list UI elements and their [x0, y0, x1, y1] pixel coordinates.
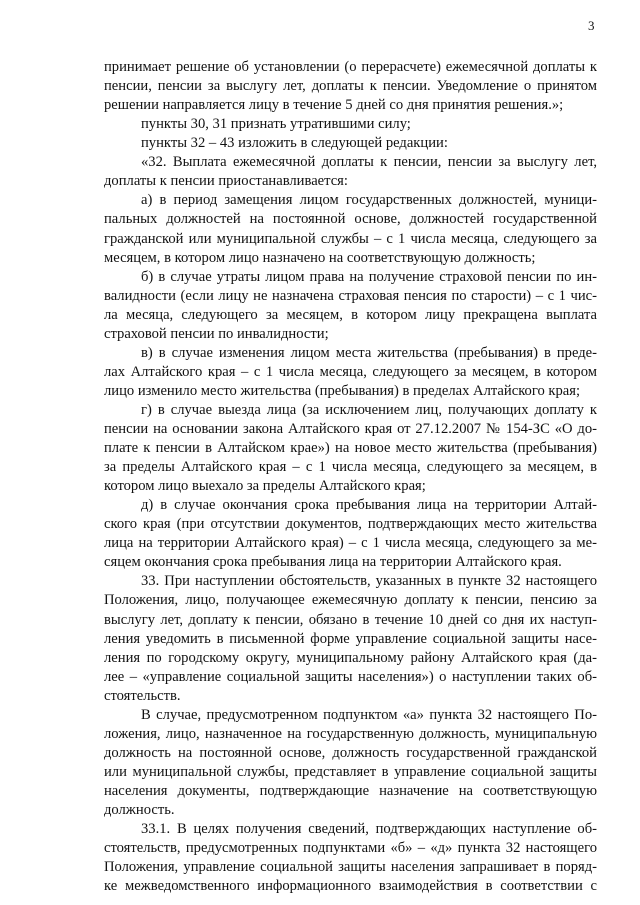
text-line: должность. [104, 802, 175, 818]
page-number: 3 [588, 18, 595, 33]
text-line: б) в случае утраты лицом права на получение страховой пенсии по ин- [141, 268, 597, 285]
text-line: д) в случае окончания срока пребывания лица на территории Алтай- [141, 497, 597, 514]
text-line: ке межведомственного информационного взаимодействия в соответствии с [104, 878, 597, 895]
text-line: плате к пенсии в Алтайском крае») на новое место жительства (пребывания) [104, 440, 597, 456]
text-line: в) в случае изменения лицом места жительства (пребывания) в преде- [141, 344, 597, 361]
text-line: пункты 30, 31 признать утратившими силу; [141, 116, 411, 133]
text-line: решении направляется лицу в течение 5 дней со дня принятия решения.»; [104, 97, 564, 114]
text-line: валидности (если лицу не назначена страховая пенсия по старости) – с 1 чис- [104, 287, 597, 304]
text-line: страховой пенсии по инвалидности; [104, 325, 329, 342]
text-line: ла месяца, следующего за месяцем, в котором лицу прекращена выплата [104, 306, 597, 323]
text-line: стоятельств. [104, 687, 181, 704]
text-line: пенсии на основании закона Алтайского края от 27.12.2007 № 154-ЗС «О до- [104, 420, 597, 437]
text-line: месяцем, в котором лицо назначено на соответствующую должность; [104, 249, 536, 266]
text-line: ского края (при отсутствии документов, подтверждающих место жительства [104, 516, 597, 533]
text-line: пальных должностей на постоянной основе, должностей государственной [104, 211, 597, 228]
text-line: лее – «управление социальной защиты населения») о наступлении таких об- [104, 668, 597, 685]
text-line: ления уведомить в письменной форме управление социальной защиты насе- [104, 630, 597, 647]
text-line: гражданской или муниципальной службы – с 1 числа месяца, следующего за [104, 230, 597, 247]
text-line: или муниципальной службы, представляет в управление социальной защиты [104, 763, 597, 780]
text-line: пенсии, пенсии за выслугу лет, доплаты к пенсии. Уведомление о принятом [104, 78, 597, 94]
text-line: ления по городскому округу, муниципальному району Алтайского края (да- [104, 649, 597, 666]
text-line: Положения, лицо, получающее ежемесячную доплату к пенсии, пенсию за [104, 592, 597, 609]
text-line: сяцем окончания срока пребывания лица на территории Алтайского края. [104, 554, 562, 571]
text-line: г) в случае выезда лица (за исключением лиц, получающих доплату к [141, 401, 597, 418]
text-line: «32. Выплата ежемесячной доплаты к пенсии, пенсии за выслугу лет, [141, 154, 597, 171]
text-line: ложения, лицо, назначенное на государственную должность, муниципальную [104, 725, 597, 742]
text-line: населения документы, подтверждающие назначение на соответствующую [104, 782, 597, 799]
text-line: лицо изменило место жительства (пребывания) в пределах Алтайского края; [104, 382, 581, 399]
text-line: В случае, предусмотренном подпунктом «а» пункта 32 настоящего По- [141, 706, 597, 723]
text-line: котором лицо выехало за пределы Алтайского края; [104, 478, 426, 495]
text-line: должность на постоянной основе, должность государственной гражданской [104, 744, 597, 761]
text-line: пункты 32 – 43 изложить в следующей редакции: [141, 135, 448, 152]
text-line: 33. При наступлении обстоятельств, указанных в пункте 32 настоящего [141, 573, 597, 590]
text-line: а) в период замещения лицом государственных должностей, муници- [141, 192, 597, 209]
text-line: выслугу лет, доплату к пенсии, обязано в течение 10 дней со дня их наступ- [104, 611, 597, 628]
text-line: доплаты к пенсии приостанавливается: [104, 173, 348, 190]
text-line: стоятельств, предусмотренных подпунктами «б» – «д» пункта 32 настоящего [104, 840, 597, 857]
text-line: 33.1. В целях получения сведений, подтверждающих наступление об- [141, 821, 597, 837]
text-line: лах Алтайского края – с 1 числа месяца, следующего за месяцем, в котором [104, 363, 597, 380]
text-line: принимает решение об установлении (о перерасчете) ежемесячной доплаты к [104, 59, 597, 75]
text-line: за пределы Алтайского края – с 1 числа месяца, следующего за месяцем, в [104, 459, 597, 476]
text-line: лица на территории Алтайского края) – с 1 числа месяца, следующего за ме- [104, 535, 597, 552]
text-line: Положения, управление социальной защиты населения запрашивает в поряд- [104, 859, 597, 876]
